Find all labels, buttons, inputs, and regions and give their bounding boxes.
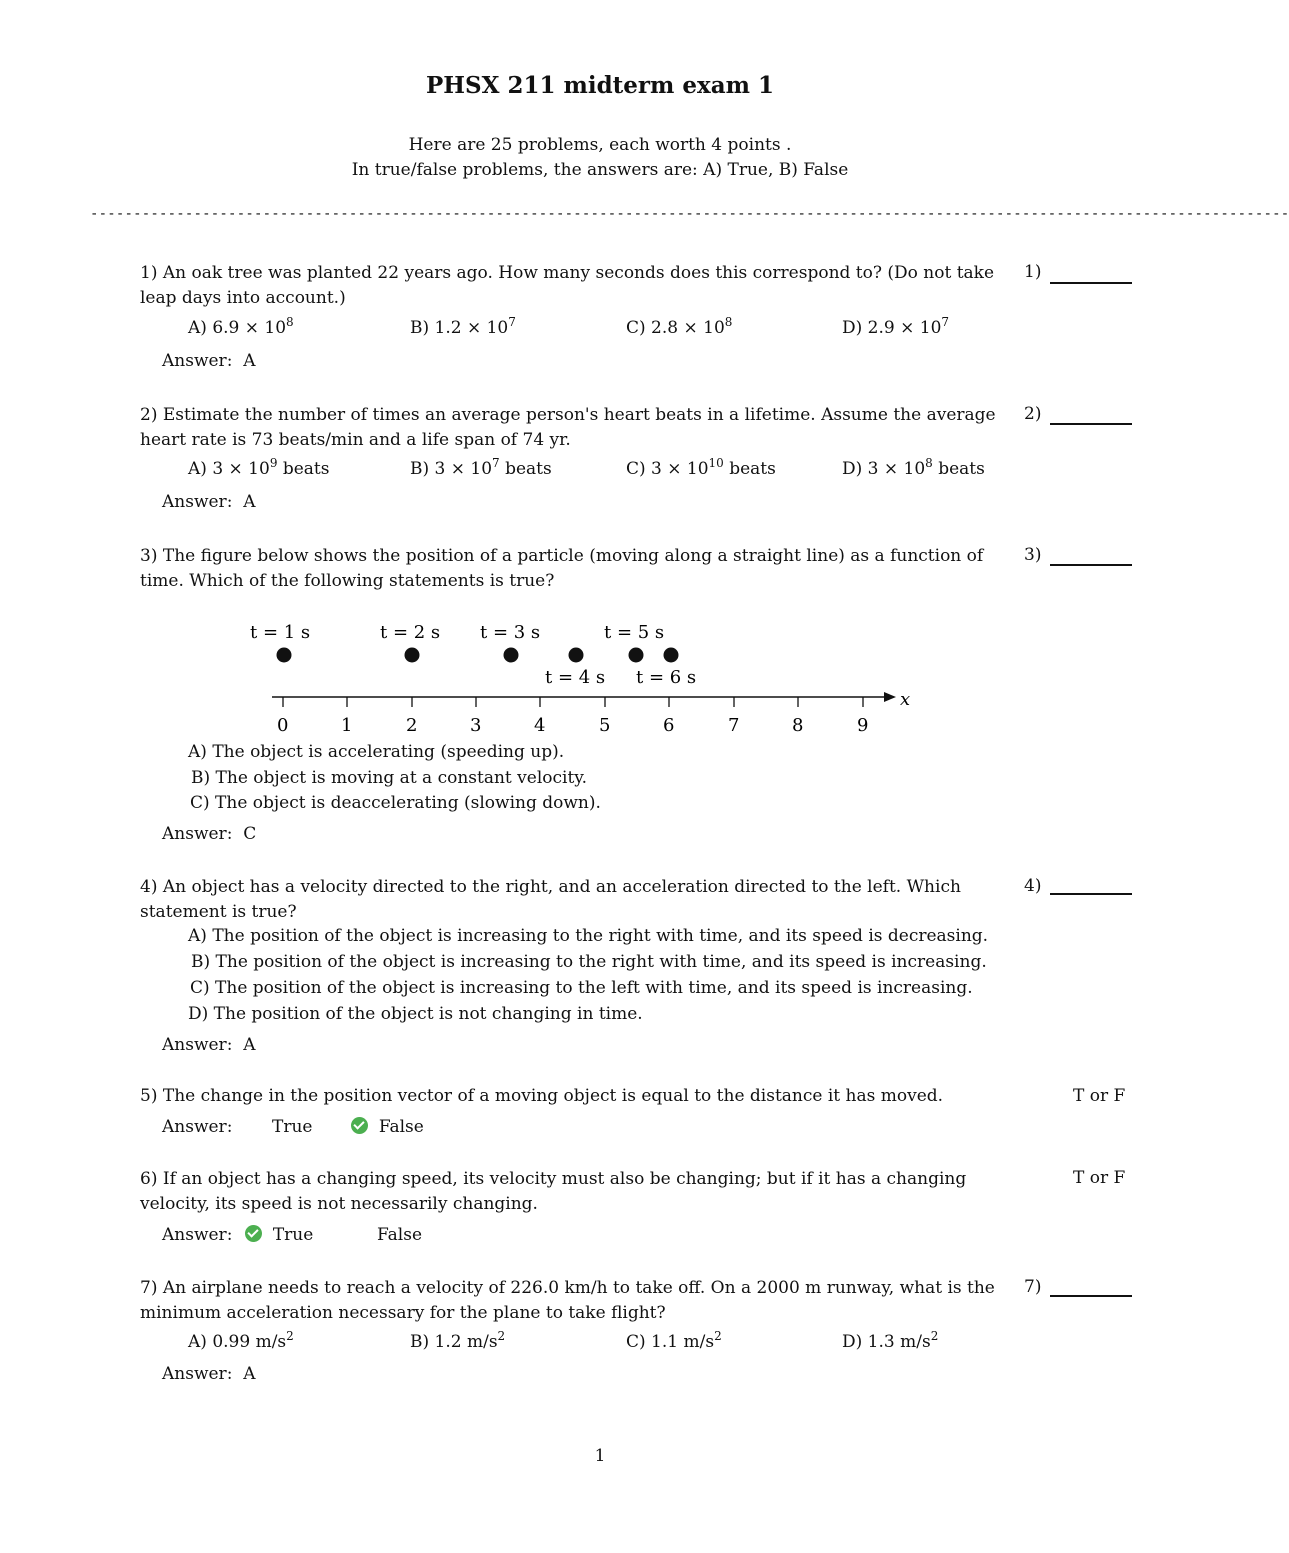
q3-answer: Answer: C [162,824,257,844]
page-number: 1 [594,1446,606,1466]
divider: ------------------------------------------------------------------------------------------------------------------------------------------- [90,206,1289,222]
x-axis-ticks [283,697,863,707]
q6-answer-label: Answer: [162,1225,233,1245]
tick-label-6: 6 [663,715,675,736]
q1-answer: Answer: A [162,351,256,371]
check-icon [351,1117,368,1134]
q3-option-b: B) The object is moving at a constant velocity. [191,768,588,788]
question-4-text: 4) An object has a velocity directed to the right, and an acceleration directed to the left. Which statement is true? [140,877,961,922]
q4-option-b: B) The position of the object is increasing to the right with time, and its speed is increasing. [191,952,987,972]
question-7-answer-blank[interactable] [1050,1295,1132,1297]
question-3-text: 3) The figure below shows the position of a particle (moving along a straight line) as a function of time. Which of the following statements is true? [140,546,984,591]
q4-option-a: A) The position of the object is increasing to the right with time, and its speed is decreasing. [188,926,989,946]
particle-dot-t3 [504,648,519,663]
fig-label-t2: t = 2 s [380,622,441,643]
question-2-blank-number: 2) [1024,404,1042,424]
tick-label-0: 0 [277,715,289,736]
x-axis-label: x [900,689,911,710]
q6-option-false[interactable]: False [377,1225,422,1245]
tick-label-8: 8 [792,715,804,736]
tick-label-2: 2 [406,715,418,736]
tick-label-3: 3 [470,715,482,736]
q5-option-true[interactable]: True [272,1117,313,1137]
fig-label-t3: t = 3 s [480,622,541,643]
q4-option-d: D) The position of the object is not changing in time. [188,1004,643,1024]
q4-answer: Answer: A [162,1035,256,1055]
position-time-figure [240,615,920,740]
fig-label-t4: t = 4 s [545,667,606,688]
q5-answer-label: Answer: [162,1117,233,1137]
x-axis-arrow [884,692,896,702]
page-title: PHSX 211 midterm exam 1 [426,72,774,99]
question-6-tf-label: T or F [1073,1168,1126,1188]
tick-label-7: 7 [728,715,740,736]
q3-option-c: C) The object is deaccelerating (slowing down). [190,793,601,813]
q2-option-d: D) $3 \times 10^8$ beats [842,456,985,479]
tick-label-9: 9 [857,715,869,736]
question-6-text: 6) If an object has a changing speed, its velocity must also be changing; but if it has a changing velocity, its speed is not necessarily changing. [140,1169,967,1214]
question-4-blank-number: 4) [1024,876,1042,896]
tick-label-5: 5 [599,715,611,736]
q2-answer: Answer: A [162,492,256,512]
particle-dot-t6 [664,648,679,663]
q7-option-a: A) 0.99 $m/s^2$ [188,1329,294,1352]
intro-line-1: Here are 25 problems, each worth 4 points . [408,135,792,155]
question-3-answer-blank[interactable] [1050,564,1132,566]
tick-label-4: 4 [534,715,546,736]
question-1-text: 1) An oak tree was planted 22 years ago. How many seconds does this correspond to? (Do not take leap days into account.) [140,263,995,308]
q4-option-c: C) The position of the object is increasing to the left with time, and its speed is increasing. [190,978,973,998]
q2-option-b: B) $3 \times 10^7$ beats [410,456,552,479]
question-1-blank-number: 1) [1024,262,1042,282]
fig-label-t1: t = 1 s [250,622,311,643]
q6-option-true[interactable]: True [245,1225,313,1245]
question-2-text: 2) Estimate the number of times an average person's heart beats in a lifetime. Assume the average heart rate is 73 beats/min and a life span of 74 yr. [140,405,996,450]
question-1-answer-blank[interactable] [1050,282,1132,284]
fig-label-t6: t = 6 s [636,667,697,688]
check-icon [245,1225,262,1242]
intro-line-2: In true/false problems, the answers are: A) True, B) False [351,160,849,180]
question-5-tf-label: T or F [1073,1086,1126,1106]
particle-dot-t2 [405,648,420,663]
q7-option-b: B) 1.2 $m/s^2$ [410,1329,506,1352]
q5-option-false[interactable]: False [351,1117,424,1137]
question-2-answer-blank[interactable] [1050,423,1132,425]
question-5-text: 5) The change in the position vector of a moving object is equal to the distance it has moved. [140,1086,944,1106]
particle-dot-t4 [569,648,584,663]
particle-dot-t1 [277,648,292,663]
q7-answer: Answer: A [162,1364,256,1384]
q1-option-b: B) $1.2 \times 10^7$ [410,315,516,338]
q7-option-c: C) 1.1 $m/s^2$ [626,1329,722,1352]
question-7-blank-number: 7) [1024,1277,1042,1297]
particle-dot-t5 [629,648,644,663]
question-3-blank-number: 3) [1024,545,1042,565]
q1-option-a: A) $6.9 \times 10^8$ [188,315,294,338]
q1-option-d: D) $2.9 \times 10^7$ [842,315,950,338]
tick-label-1: 1 [341,715,353,736]
fig-label-t5: t = 5 s [604,622,665,643]
q3-option-a: A) The object is accelerating (speeding up). [188,742,565,762]
question-4-answer-blank[interactable] [1050,893,1132,895]
q1-option-c: C) $2.8 \times 10^8$ [626,315,733,338]
q2-option-c: C) $3 \times 10^{10}$ beats [626,456,776,479]
q7-option-d: D) 1.3 $m/s^2$ [842,1329,939,1352]
q2-option-a: A) $3 \times 10^9$ beats [188,456,330,479]
question-7-text: 7) An airplane needs to reach a velocity of 226.0 km/h to take off. On a 2000 m runway, what is the minimum acceleration necessary for the plane to take flight? [140,1278,995,1323]
